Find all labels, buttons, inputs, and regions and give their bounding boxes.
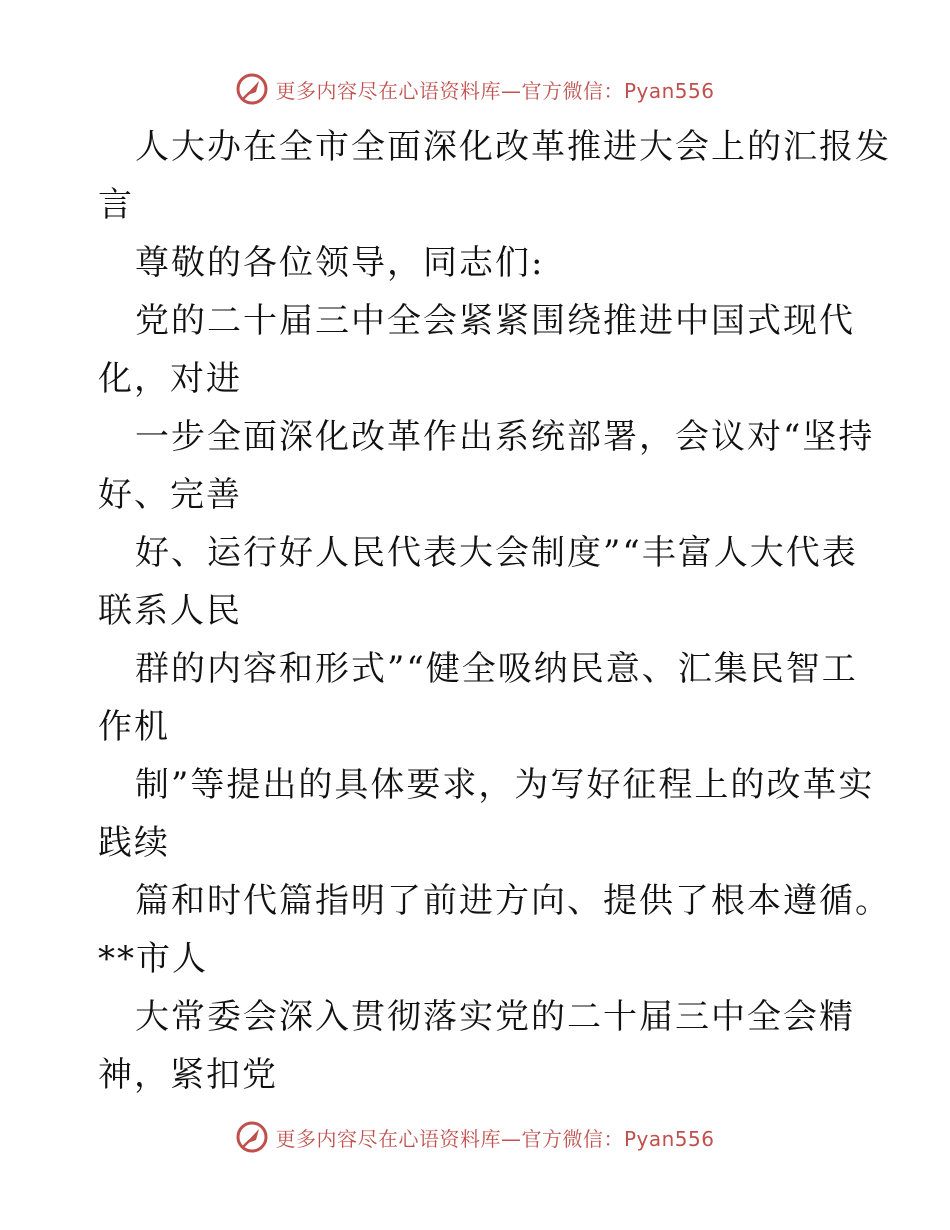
- doc-line: 大常委会深入贯彻落实党的二十届三中全会精: [135, 997, 855, 1037]
- doc-line: 篇和时代篇指明了前进方向、提供了根本遵循。: [135, 881, 891, 921]
- document-body: [98, 118, 891, 1104]
- doc-line: 党的二十届三中全会紧紧围绕推进中国式现代: [135, 301, 855, 341]
- doc-line: 联系人民: [98, 591, 242, 631]
- doc-line: 群的内容和形式”“健全吸纳民意、汇集民智工: [135, 649, 858, 689]
- doc-line: 言: [98, 185, 134, 225]
- watermark-text: 更多内容尽在心语资料库—官方微信：Pyan556: [275, 78, 715, 103]
- doc-line: 神，紧扣党: [98, 1055, 278, 1095]
- watermark-text: 更多内容尽在心语资料库—官方微信：Pyan556: [275, 1126, 715, 1151]
- doc-line: 好、运行好人民代表大会制度”“丰富人大代表: [135, 533, 858, 573]
- doc-line: 人大办在全市全面深化改革推进大会上的汇报发: [135, 127, 891, 167]
- doc-line: 践续: [98, 823, 170, 863]
- doc-line: 作机: [98, 707, 170, 747]
- header-watermark: [0, 72, 950, 106]
- doc-line: 一步全面深化改革作出系统部署，会议对“坚持: [135, 417, 875, 457]
- doc-line: 制”等提出的具体要求，为写好征程上的改革实: [135, 765, 875, 805]
- quill-logo-icon: [235, 1120, 269, 1154]
- doc-line: 尊敬的各位领导，同志们:: [135, 243, 545, 283]
- doc-line: 化，对进: [98, 359, 242, 399]
- footer-watermark: [0, 1120, 950, 1154]
- doc-line: **市人: [98, 939, 208, 979]
- quill-logo-icon: [235, 72, 269, 106]
- doc-line: 好、完善: [98, 475, 242, 515]
